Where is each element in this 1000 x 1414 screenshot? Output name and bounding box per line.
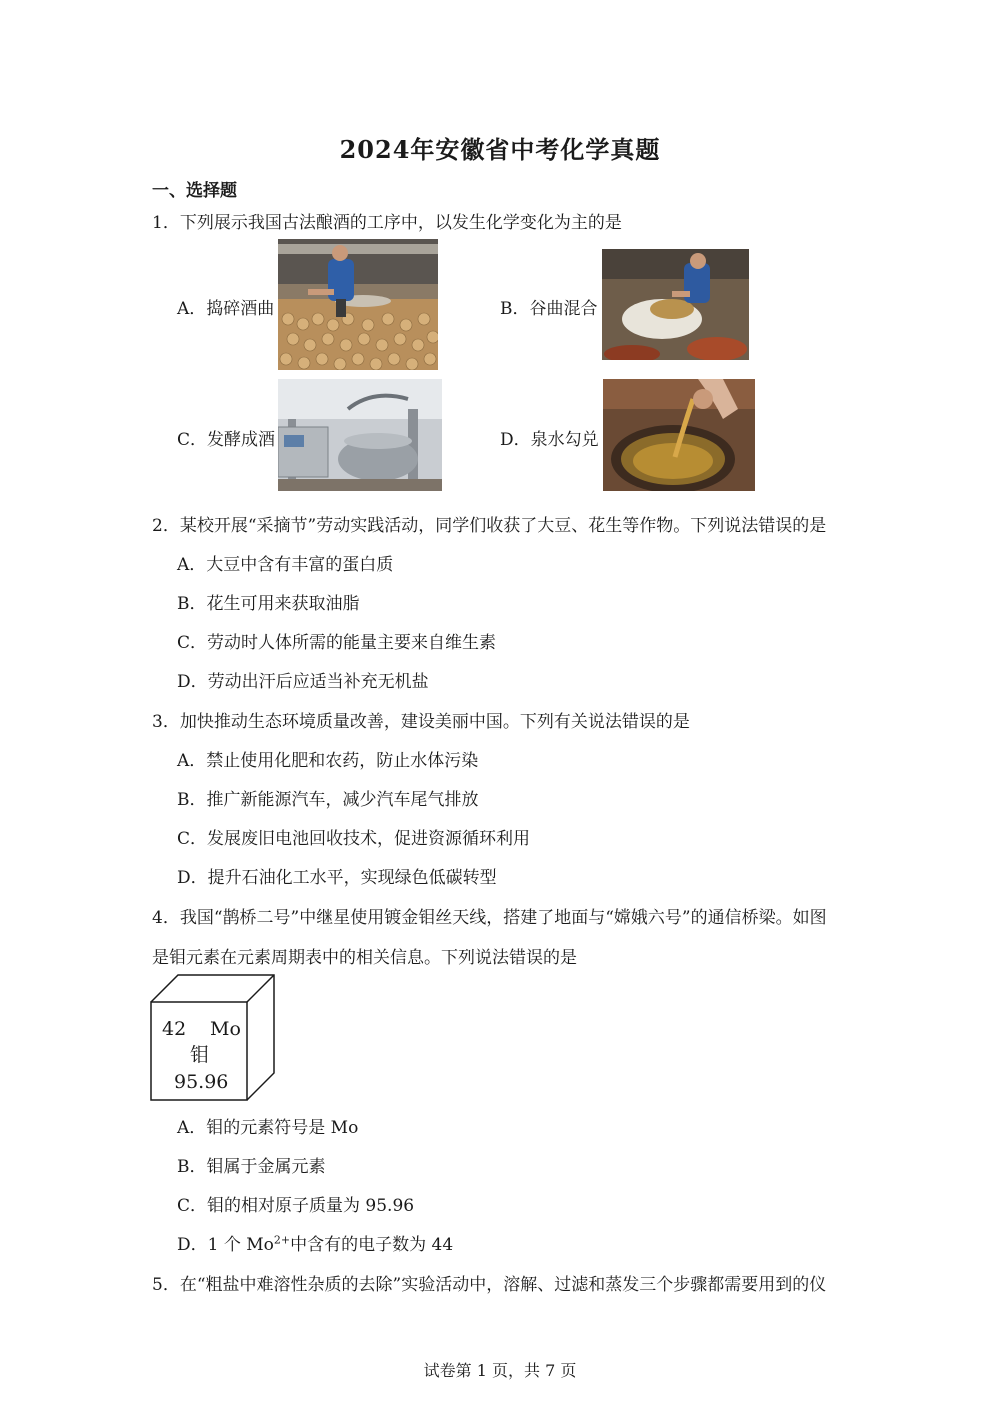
photo-crushing-koji [278,239,438,370]
question-1-stem: 1．下列展示我国古法酿酒的工序中，以发生化学变化为主的是 [152,213,622,233]
question-1-option-a: A．捣碎酒曲 [177,299,275,319]
question-1-option-d: D．泉水勾兑 [500,430,599,450]
question-3-option-c: C．发展废旧电池回收技术，促进资源循环利用 [177,829,531,849]
ion-charge: 2+ [273,1233,291,1247]
question-4-option-b: B．钼属于金属元素 [177,1157,326,1177]
question-2-stem: 2．某校开展“采摘节”劳动实践活动，同学们收获了大豆、花生等作物。下列说法错误的是 [152,516,827,536]
question-2-option-b: B．花生可用来获取油脂 [177,594,360,614]
question-4-stem-line1: 4．我国“鹊桥二号”中继星使用镀金钼丝天线，搭建了地面与“嫦娥六号”的通信桥梁。如图 [152,908,827,928]
photo-mixing-grain-koji [602,249,749,360]
photo-spring-water-blending [603,379,755,491]
question-1-option-c: C．发酵成酒 [177,430,276,450]
question-3-stem: 3．加快推动生态环境质量改善，建设美丽中国。下列有关说法错误的是 [152,712,690,732]
page-title: 2024年安徽省中考化学真题 [339,135,661,164]
question-2-option-a: A．大豆中含有丰富的蛋白质 [177,555,394,575]
question-3-option-d: D．提升石油化工水平，实现绿色低碳转型 [177,868,497,888]
page-footer: 试卷第 1 页，共 7 页 [423,1361,577,1380]
question-5-stem: 5．在“粗盐中难溶性杂质的去除”实验活动中，溶解、过滤和蒸发三个步骤都需要用到的仪 [152,1275,827,1295]
question-2-option-c: C．劳动时人体所需的能量主要来自维生素 [177,633,497,653]
section-heading: 一、选择题 [152,181,237,201]
question-1-option-b: B．谷曲混合 [500,299,598,319]
question-4-option-a: A．钼的元素符号是 Mo [177,1118,359,1138]
element-atomic-mass: 95.96 [174,1071,229,1093]
question-4-option-d-suffix: 中含有的电子数为 44 [290,1235,454,1255]
element-name: 钼 [190,1044,210,1066]
question-4-option-c: C．钼的相对原子质量为 95.96 [177,1196,415,1216]
question-2-option-d: D．劳动出汗后应适当补充无机盐 [177,672,429,692]
photo-fermentation-equipment [278,379,442,491]
question-4-option-d [177,1230,453,1255]
question-4-stem-line2: 是钼元素在元素周期表中的相关信息。下列说法错误的是 [152,948,577,968]
element-atomic-number: 42 [162,1018,187,1040]
element-symbol: Mo [210,1018,241,1040]
question-4-option-d-prefix: D．1 个 Mo [177,1235,274,1255]
question-3-option-a: A．禁止使用化肥和农药，防止水体污染 [177,751,479,771]
question-3-option-b: B．推广新能源汽车，减少汽车尾气排放 [177,790,479,810]
